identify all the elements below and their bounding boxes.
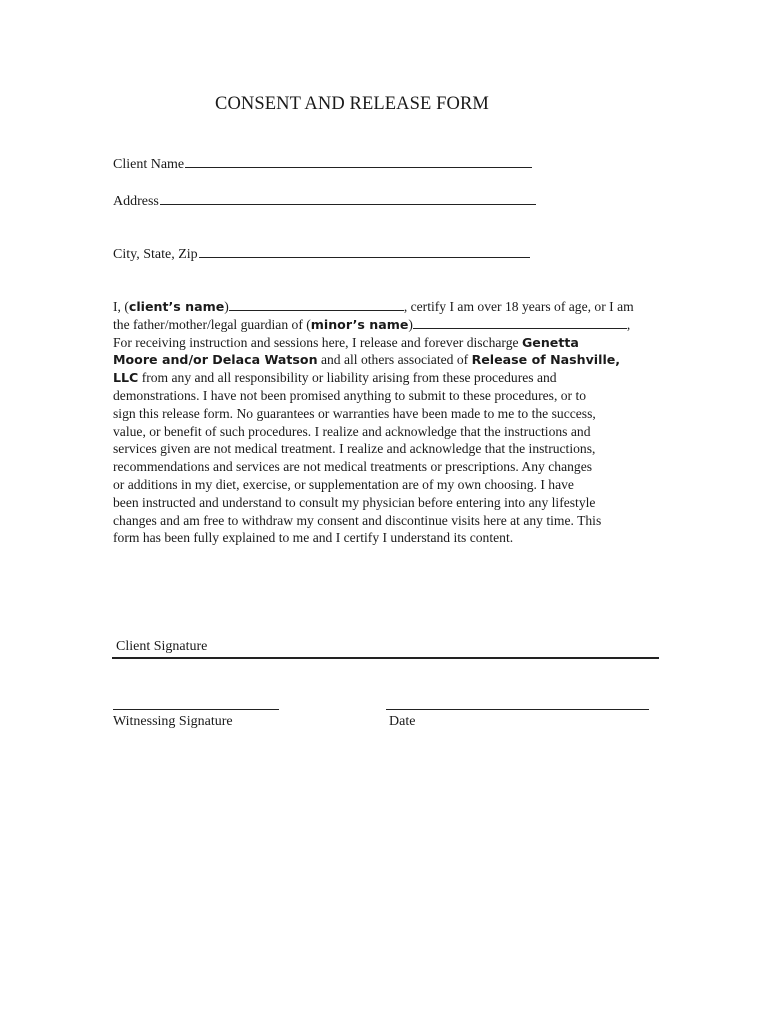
date-label: Date [389,714,416,729]
date-line[interactable] [386,709,649,710]
consent-paragraph [113,298,659,547]
consent-line: demonstrations. I have not been promised anything to submit to these procedures, or to [113,387,587,403]
consent-line: or additions in my diet, exercise, or supplementation are of my own choosing. I have [113,476,574,492]
consent-line: form has been fully explained to me and I certify I understand its content. [113,530,514,546]
witness-signature-line[interactable] [113,709,279,710]
consent-line: I, (client’s name) , certify I am over 18 years of age, or I am [113,299,634,314]
address-blank[interactable] [160,203,536,205]
consent-line: been instructed and understand to consult my physician before entering into any lifestyle [113,494,596,510]
city-state-zip-label: City, State, Zip [113,247,198,262]
address-label: Address [113,194,159,209]
client-name-label: Client Name [113,157,185,172]
consent-line: services given are not medical treatment. I realize and acknowledge that the instructions, [113,441,596,457]
city-state-zip-field[interactable] [113,247,530,263]
consent-line: sign this release form. No guarantees or warranties have been made to me to the success, [113,405,596,421]
consent-line: value, or benefit of such procedures. I realize and acknowledge that the instructions and [113,423,591,439]
client-name-field[interactable] [113,157,532,173]
minor-name-inline-blank[interactable] [413,327,627,329]
client-name-placeholder: client’s name [128,299,225,314]
consent-line: changes and am free to withdraw my consent and discontinue visits here at any time. This [113,512,602,528]
minor-name-placeholder: minor’s name [310,316,409,332]
consent-line: recommendations and services are not medical treatments or prescriptions. Any changes [113,459,593,475]
client-name-inline-blank[interactable] [229,309,404,311]
city-state-zip-blank[interactable] [199,256,530,258]
consent-line: the father/mother/legal guardian of (minor’s name) , [113,316,631,332]
client-name-blank[interactable] [185,166,532,168]
consent-line: Moore and/or Delaca Watson and all others associated of Release of Nashville, [113,352,621,368]
consent-line: For receiving instruction and sessions here, I release and forever discharge Genetta [113,334,579,350]
client-signature-line[interactable] [112,657,659,659]
consent-line: LLC from any and all responsibility or liability arising from these procedures and [113,370,557,386]
client-signature-label: Client Signature [116,639,208,654]
witness-signature-label: Witnessing Signature [113,714,233,729]
form-title: CONSENT AND RELEASE FORM [215,94,489,114]
address-field[interactable] [113,194,536,210]
